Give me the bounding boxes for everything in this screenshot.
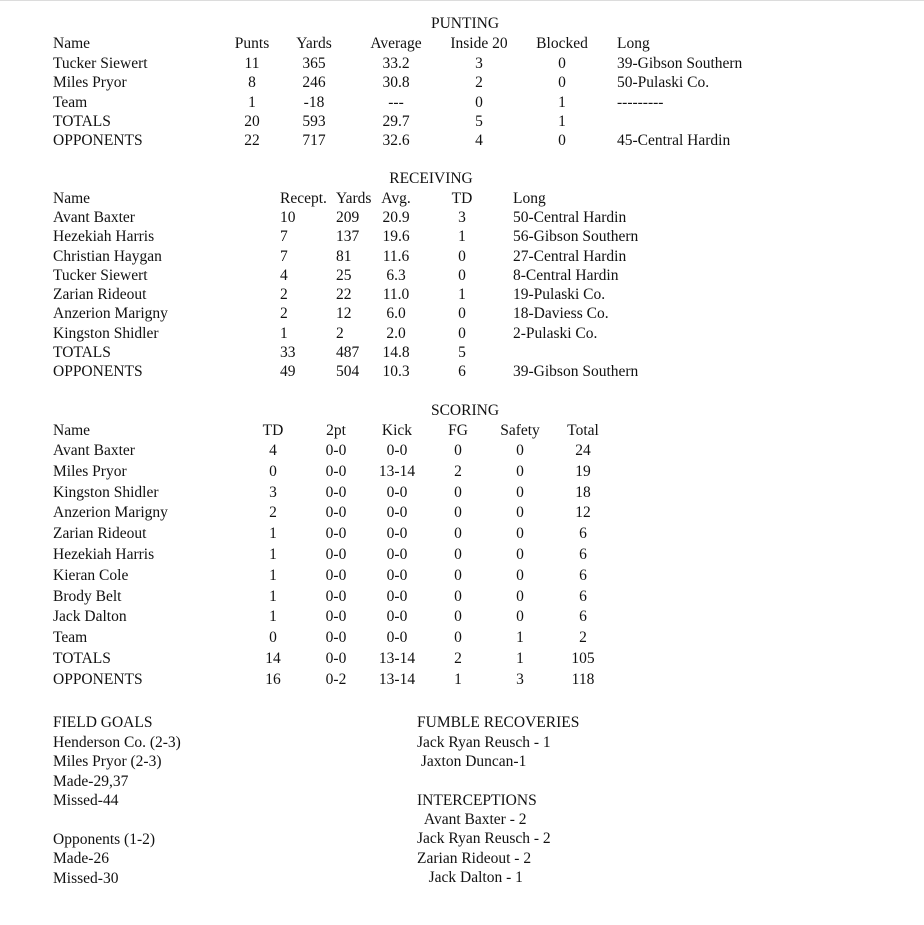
receiving-cell: 7 (280, 228, 288, 246)
receiving-cell: 8-Central Hardin (513, 266, 619, 284)
receiving-cell: 6.0 (386, 305, 406, 323)
interceptions-line: Jack Dalton - 1 (417, 869, 523, 887)
receiving-cell: 209 (336, 209, 360, 226)
punting-cell: 50-Pulaski Co. (617, 74, 710, 92)
scoring-cell: 0-0 (325, 608, 347, 626)
scoring-cell: 0 (516, 608, 524, 626)
scoring-cell: Zarian Rideout (53, 525, 147, 543)
receiving-cell: 2 (280, 286, 288, 303)
receiving-cell: 0 (458, 266, 466, 284)
scoring-cell: 13-14 (378, 462, 416, 480)
scoring-cell: 105 (571, 650, 595, 667)
punting-cell: 45-Central Hardin (617, 132, 731, 150)
field_goals-line: Missed-44 (53, 792, 119, 810)
punting-title: PUNTING (430, 15, 500, 32)
punting-cell: 29.7 (382, 112, 410, 130)
punting-cell: 1 (558, 112, 566, 130)
punting-cell: 246 (302, 74, 326, 92)
scoring-cell: 0 (516, 546, 524, 563)
scoring-cell: 0-0 (386, 587, 408, 605)
scoring-cell: 6 (579, 608, 587, 626)
interceptions-line: Jack Ryan Reusch - 2 (417, 830, 551, 848)
receiving-cell: TOTALS (53, 343, 111, 361)
scoring-cell: 0 (454, 442, 462, 459)
receiving-cell: Anzerion Marigny (53, 305, 168, 323)
scoring-cell: 0 (516, 566, 524, 584)
field_goals-line: Opponents (1-2) (53, 831, 156, 848)
scoring-cell: 0-0 (386, 608, 408, 626)
punting-cell: 2 (475, 74, 483, 92)
interceptions-line: Zarian Rideout - 2 (417, 849, 532, 867)
punting-cell: 5 (475, 112, 483, 130)
fumble_recoveries-line: Jaxton Duncan-1 (417, 753, 527, 771)
punting-cell: 4 (475, 132, 483, 150)
interceptions-line: Avant Baxter - 2 (417, 811, 527, 828)
receiving-cell: 22 (336, 286, 352, 303)
receiving-cell: 19.6 (382, 228, 410, 246)
punting-header-6: Long (617, 35, 650, 52)
punting-cell: 0 (558, 74, 566, 92)
scoring-cell: 0 (454, 608, 462, 626)
punting-cell: 3 (475, 55, 483, 72)
punting-header-5: Blocked (536, 35, 588, 52)
scoring-cell: 0 (516, 525, 524, 543)
receiving-cell: 0 (458, 305, 466, 323)
fumble_recoveries-title: FUMBLE RECOVERIES (417, 714, 580, 731)
receiving-header-2: Yards (336, 190, 372, 207)
receiving-cell: 0 (458, 247, 466, 265)
scoring-cell: 0-0 (386, 504, 408, 522)
receiving-cell: 39-Gibson Southern (513, 363, 639, 380)
punting-header-4: Inside 20 (450, 35, 508, 52)
punting-cell: 717 (302, 132, 326, 150)
scoring-cell: 0 (516, 483, 524, 501)
scoring-cell: 18 (575, 483, 591, 501)
receiving-cell: 11.0 (382, 286, 410, 303)
scoring-cell: 0-0 (386, 483, 408, 501)
receiving-cell: 81 (336, 247, 352, 265)
scoring-cell: 3 (516, 670, 524, 688)
receiving-cell: 20.9 (382, 209, 410, 226)
punting-cell: 11 (244, 55, 260, 72)
punting-cell: 593 (302, 112, 326, 130)
receiving-cell: 10 (280, 209, 296, 226)
punting-cell: 30.8 (382, 74, 410, 92)
scoring-cell: 4 (269, 442, 277, 459)
punting-cell: OPPONENTS (53, 132, 143, 150)
scoring-cell: Anzerion Marigny (53, 504, 168, 522)
receiving-cell: OPPONENTS (53, 363, 143, 380)
punting-cell: 8 (248, 74, 256, 92)
scoring-cell: 0-0 (386, 442, 408, 459)
receiving-cell: 1 (458, 228, 466, 246)
receiving-cell: 25 (336, 266, 352, 284)
receiving-cell: 56-Gibson Southern (513, 228, 639, 246)
scoring-header-4: FG (448, 422, 468, 439)
scoring-cell: 1 (269, 587, 277, 605)
scoring-cell: 14 (265, 650, 281, 667)
scoring-cell: 0-0 (325, 442, 347, 459)
scoring-cell: 2 (454, 462, 462, 480)
scoring-cell: 1 (269, 525, 277, 543)
scoring-cell: 0-0 (325, 587, 347, 605)
receiving-cell: Avant Baxter (53, 209, 135, 226)
scoring-title: SCORING (430, 402, 500, 419)
scoring-cell: Kingston Shidler (53, 483, 159, 501)
scoring-cell: 1 (269, 566, 277, 584)
receiving-cell: 3 (458, 209, 466, 226)
scoring-cell: Jack Dalton (53, 608, 127, 626)
scoring-cell: 2 (454, 650, 462, 667)
scoring-cell: 12 (575, 504, 591, 522)
receiving-cell: 137 (336, 228, 360, 246)
scoring-cell: 6 (579, 546, 587, 563)
scoring-header-6: Total (567, 422, 599, 439)
punting-cell: 22 (244, 132, 260, 150)
receiving-cell: Zarian Rideout (53, 286, 147, 303)
scoring-cell: 0-0 (325, 483, 347, 501)
scoring-cell: 6 (579, 587, 587, 605)
punting-cell: --------- (617, 93, 664, 111)
scoring-cell: 0-0 (325, 650, 347, 667)
punting-cell: Team (53, 93, 88, 111)
receiving-cell: 2-Pulaski Co. (513, 324, 598, 342)
scoring-cell: 6 (579, 566, 587, 584)
punting-cell: 20 (244, 112, 260, 130)
scoring-cell: Brody Belt (53, 587, 122, 605)
receiving-cell: 1 (280, 324, 288, 342)
scoring-header-1: TD (262, 422, 284, 439)
scoring-cell: Kieran Cole (53, 566, 129, 584)
receiving-cell: Hezekiah Harris (53, 228, 155, 246)
scoring-cell: 0 (516, 587, 524, 605)
scoring-header-2: 2pt (326, 422, 346, 439)
punting-cell: --- (388, 93, 404, 111)
scoring-cell: 0 (454, 629, 462, 647)
receiving-cell: 7 (280, 247, 288, 265)
scoring-cell: 0 (454, 566, 462, 584)
receiving-cell: 6.3 (386, 266, 406, 284)
receiving-cell: 33 (280, 343, 296, 361)
field_goals-line: Miles Pryor (2-3) (53, 753, 162, 771)
top-divider (0, 0, 924, 1)
punting-cell: -18 (303, 93, 325, 111)
punting-cell: Miles Pryor (53, 74, 127, 92)
punting-cell: 1 (248, 93, 256, 111)
scoring-cell: 1 (516, 650, 524, 667)
receiving-cell: 0 (458, 324, 466, 342)
receiving-cell: 27-Central Hardin (513, 247, 627, 265)
receiving-cell: Kingston Shidler (53, 324, 159, 342)
scoring-cell: 0 (269, 629, 277, 647)
scoring-cell: Miles Pryor (53, 462, 127, 480)
scoring-cell: 0 (454, 483, 462, 501)
scoring-cell: 0 (454, 504, 462, 522)
receiving-cell: 19-Pulaski Co. (513, 286, 606, 303)
scoring-cell: 1 (269, 546, 277, 563)
punting-cell: 0 (558, 55, 566, 72)
scoring-cell: 1 (454, 670, 462, 688)
punting-header-3: Average (370, 35, 422, 52)
scoring-cell: 0-0 (325, 546, 347, 563)
receiving-cell: Tucker Siewert (53, 266, 148, 284)
receiving-cell: 49 (280, 363, 296, 380)
scoring-cell: 0 (516, 442, 524, 459)
fumble_recoveries-line: Jack Ryan Reusch - 1 (417, 734, 551, 751)
receiving-cell: 504 (336, 363, 360, 380)
scoring-cell: Team (53, 629, 88, 647)
scoring-cell: 0-0 (325, 504, 347, 522)
punting-header-0: Name (53, 35, 91, 52)
receiving-cell: 2.0 (386, 324, 406, 342)
scoring-cell: 0 (516, 504, 524, 522)
scoring-header-0: Name (53, 422, 91, 439)
scoring-cell: OPPONENTS (53, 670, 143, 688)
receiving-cell: 12 (336, 305, 352, 323)
punting-header-2: Yards (296, 35, 332, 52)
scoring-cell: 0-0 (386, 525, 408, 543)
field_goals-line: Made-29,37 (53, 772, 129, 790)
scoring-cell: 0-0 (386, 546, 408, 563)
scoring-cell: 0 (269, 462, 277, 480)
receiving-cell: 18-Daviess Co. (513, 305, 609, 323)
scoring-cell: 0 (454, 587, 462, 605)
receiving-cell: 2 (336, 324, 344, 342)
scoring-cell: 13-14 (378, 650, 416, 667)
receiving-cell: 10.3 (382, 363, 410, 380)
scoring-cell: 0 (454, 525, 462, 543)
scoring-cell: 0-2 (325, 670, 347, 688)
field_goals-line: Henderson Co. (2-3) (53, 734, 181, 751)
receiving-cell: 487 (336, 343, 360, 361)
receiving-cell: 5 (458, 343, 466, 361)
scoring-cell: 0-0 (386, 566, 408, 584)
punting-header-1: Punts (234, 35, 270, 52)
punting-cell: 0 (475, 93, 483, 111)
scoring-cell: TOTALS (53, 650, 111, 667)
scoring-cell: 0-0 (325, 629, 347, 647)
punting-cell: 33.2 (382, 55, 410, 72)
receiving-header-4: TD (451, 190, 473, 207)
field_goals-title: FIELD GOALS (53, 714, 153, 731)
scoring-cell: 1 (269, 608, 277, 626)
scoring-cell: Hezekiah Harris (53, 546, 155, 563)
receiving-cell: 2 (280, 305, 288, 323)
scoring-cell: 2 (269, 504, 277, 522)
receiving-cell: Christian Haygan (53, 247, 162, 265)
scoring-cell: 0-0 (386, 629, 408, 647)
receiving-header-5: Long (513, 190, 546, 207)
punting-cell: 39-Gibson Southern (617, 55, 743, 72)
punting-cell: 365 (302, 55, 326, 72)
field_goals-line: Made-26 (53, 850, 109, 868)
receiving-cell: 50-Central Hardin (513, 209, 627, 226)
scoring-cell: 24 (575, 442, 591, 459)
scoring-cell: 13-14 (378, 670, 416, 688)
scoring-cell: 19 (575, 462, 591, 480)
receiving-cell: 4 (280, 266, 288, 284)
punting-cell: 32.6 (382, 132, 410, 150)
scoring-cell: 3 (269, 483, 277, 501)
scoring-cell: 16 (265, 670, 281, 688)
receiving-header-1: Recept. (280, 190, 327, 207)
punting-cell: Tucker Siewert (53, 55, 148, 72)
receiving-header-3: Avg. (381, 190, 411, 207)
receiving-cell: 11.6 (382, 247, 410, 265)
scoring-header-5: Safety (500, 422, 540, 439)
receiving-cell: 6 (458, 363, 466, 380)
punting-cell: 0 (558, 132, 566, 150)
receiving-header-0: Name (53, 190, 91, 207)
scoring-header-3: Kick (381, 422, 413, 439)
field_goals-line: Missed-30 (53, 869, 119, 887)
interceptions-title: INTERCEPTIONS (417, 792, 537, 809)
scoring-cell: 0-0 (325, 566, 347, 584)
receiving-cell: 14.8 (382, 343, 410, 361)
scoring-cell: 0-0 (325, 462, 347, 480)
receiving-title: RECEIVING (389, 170, 473, 187)
punting-cell: TOTALS (53, 112, 111, 130)
receiving-cell: 1 (458, 286, 466, 303)
scoring-cell: 118 (571, 670, 595, 688)
scoring-cell: 6 (579, 525, 587, 543)
scoring-cell: 2 (579, 629, 587, 647)
scoring-cell: 0-0 (325, 525, 347, 543)
scoring-cell: 1 (516, 629, 524, 647)
scoring-cell: 0 (454, 546, 462, 563)
punting-cell: 1 (558, 93, 566, 111)
scoring-cell: Avant Baxter (53, 442, 135, 459)
scoring-cell: 0 (516, 462, 524, 480)
